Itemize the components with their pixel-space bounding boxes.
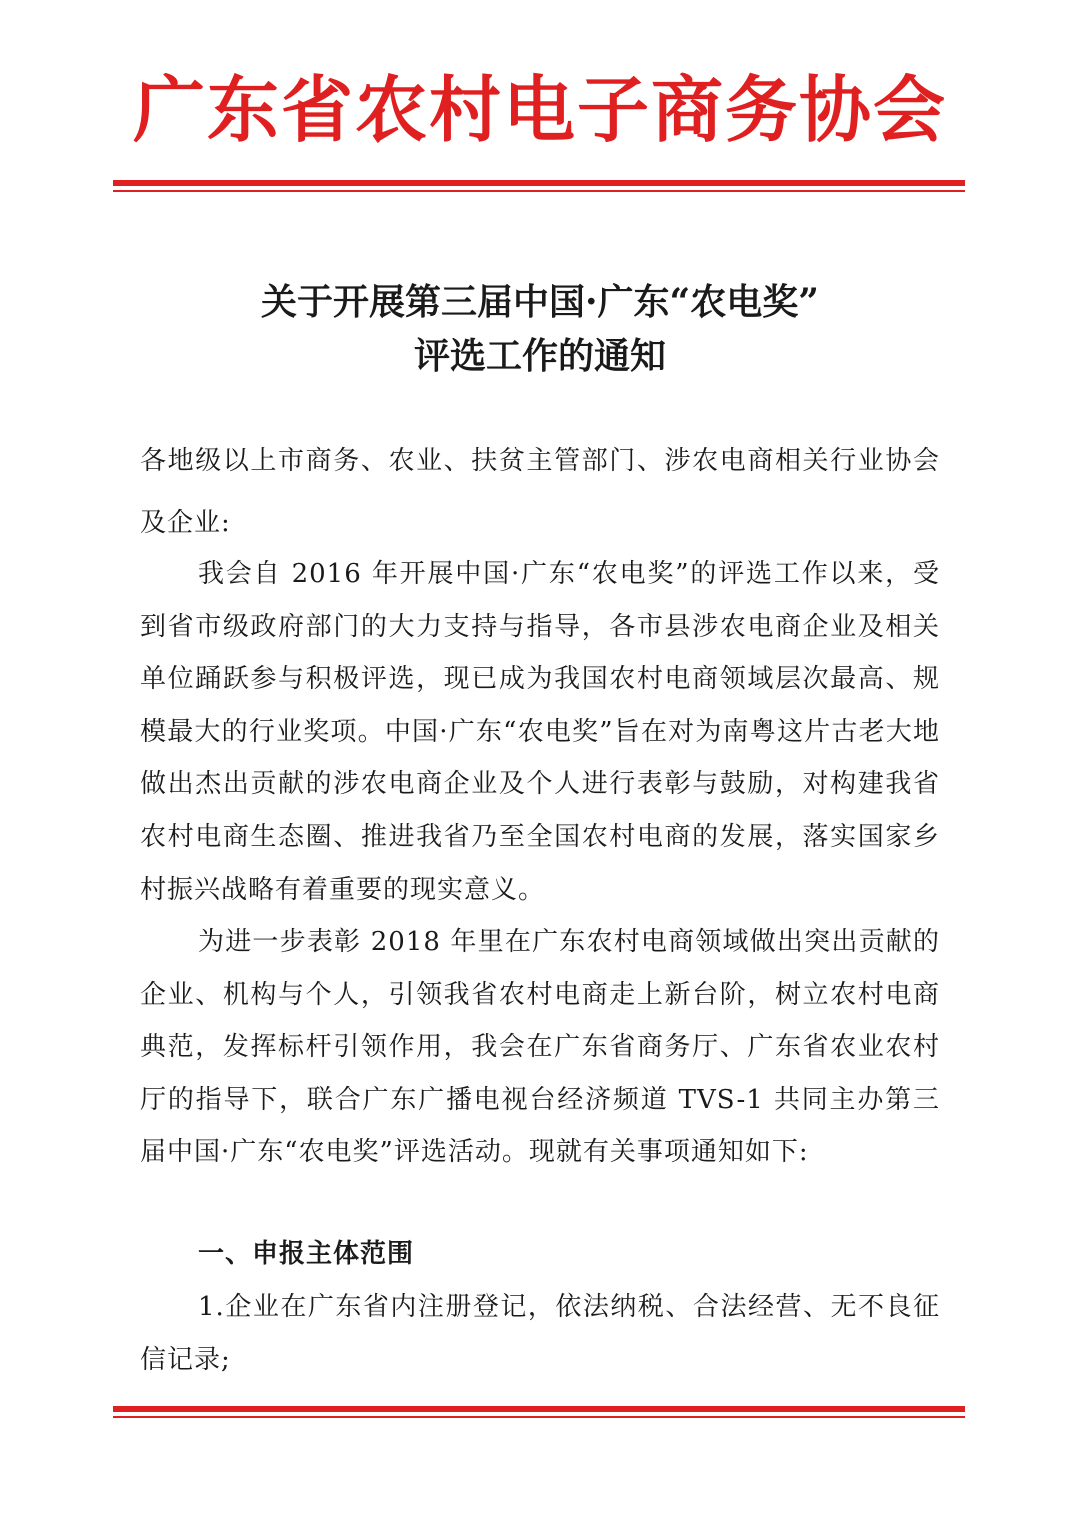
organization-header: 广东省农村电子商务协会	[132, 68, 947, 152]
document-title-line-1: 关于开展第三届中国·广东“农电奖”	[261, 281, 819, 323]
addressee: 各地级以上市商务、农业、扶贫主管部门、涉农电商相关行业协会及企业:	[140, 446, 940, 538]
document-title-line-2: 评选工作的通知	[413, 335, 666, 377]
footer-divider-thin	[113, 1416, 965, 1418]
header-divider-thin	[113, 190, 965, 192]
paragraph-2: 为进一步表彰 2018 年里在广东农村电商领域做出突出贡献的企业、机构与个人，引领我省农村电商走上新台阶，树立农村电商典范，发挥标杆引领作用，我会在广东省商务厅、广东省农业农村厅的指导下，联合广东广播电视台经济频道 TVS-1 共同主办第三届中国·广东“农电奖”评选活动。现就有关事项通知如下:	[140, 927, 940, 1168]
section-heading-1: 一、申报主体范围	[198, 1239, 415, 1269]
paragraph-1: 我会自 2016 年开展中国·广东“农电奖”的评选工作以来，受到省市级政府部门的大力支持与指导，各市县涉农电商企业及相关单位踊跃参与积极评选，现已成为我国农村电商领域层次最高、规模最大的行业奖项。中国·广东“农电奖”旨在对为南粤这片古老大地做出杰出贡献的涉农电商企业及个人进行表彰与鼓励，对构建我省农村电商生态圈、推进我省乃至全国农村电商的发展，落实国家乡村振兴战略有着重要的现实意义。	[140, 559, 940, 905]
section-1-item-1: 1.企业在广东省内注册登记，依法纳税、合法经营、无不良征信记录;	[140, 1292, 940, 1375]
header-divider-thick	[113, 180, 965, 186]
footer-divider-thick	[113, 1406, 965, 1412]
